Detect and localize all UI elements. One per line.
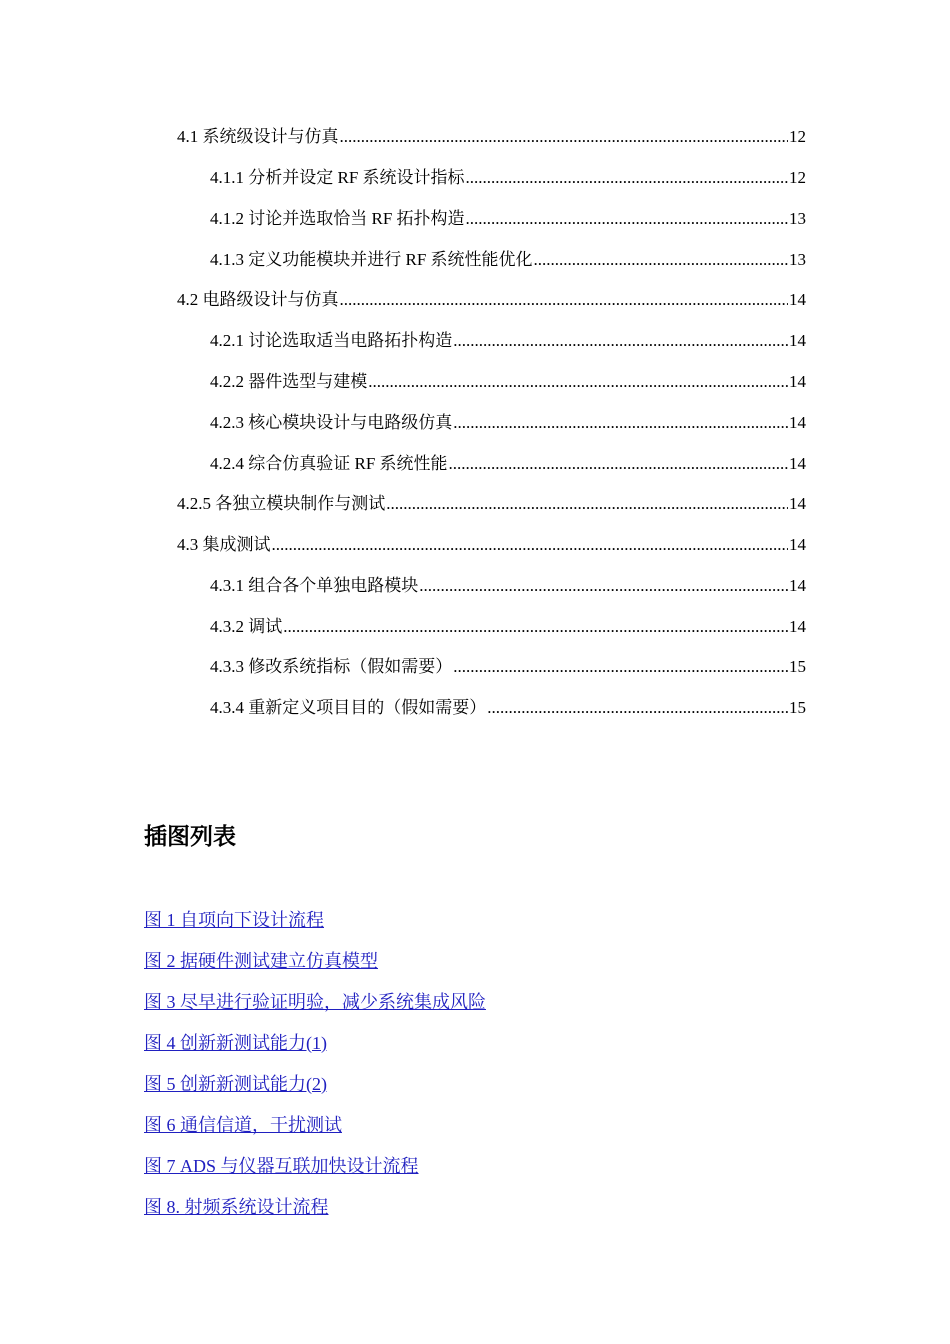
- toc-entry[interactable]: [210, 616, 806, 638]
- toc-page-number: 14: [789, 494, 806, 513]
- toc-page-number: 14: [789, 372, 806, 391]
- toc-entry-title: 4.1.3 定义功能模块并进行 RF 系统性能优化: [210, 250, 533, 269]
- toc-entry-title: 4.2.4 综合仿真验证 RF 系统性能: [210, 454, 448, 473]
- toc-entry-title: 4.1.2 讨论并选取恰当 RF 拓扑构造: [210, 209, 465, 228]
- toc-leader-dots: [487, 697, 788, 719]
- toc-entry[interactable]: [210, 249, 806, 271]
- toc-leader-dots: [453, 330, 788, 352]
- toc-entry-title: 4.2.1 讨论选取适当电路拓扑构造: [210, 331, 453, 350]
- toc-page-number: 14: [789, 413, 806, 432]
- toc-page-number: 15: [789, 698, 806, 717]
- toc-entry-title: 4.3 集成测试: [177, 535, 271, 554]
- figure-link[interactable]: 图 5 创新新测试能力(2): [144, 1074, 327, 1094]
- toc-entry-title: 4.3.3 修改系统指标（假如需要）: [210, 657, 453, 676]
- toc-leader-dots: [283, 616, 788, 638]
- figure-link[interactable]: 图 6 通信信道，干扰测试: [144, 1115, 342, 1135]
- toc-leader-dots: [534, 249, 788, 271]
- toc-entry-title: 4.1 系统级设计与仿真: [177, 127, 339, 146]
- toc-entry[interactable]: [210, 656, 806, 678]
- toc-page-number: 14: [789, 331, 806, 350]
- toc-page-number: 12: [789, 127, 806, 146]
- toc-leader-dots: [368, 371, 788, 393]
- toc-leader-dots: [453, 656, 788, 678]
- toc-page-number: 13: [789, 250, 806, 269]
- toc-page-number: 14: [789, 290, 806, 309]
- figure-link[interactable]: 图 8. 射频系统设计流程: [144, 1197, 329, 1217]
- toc-leader-dots: [340, 289, 789, 311]
- toc-entry-title: 4.2 电路级设计与仿真: [177, 290, 339, 309]
- toc-page-number: 14: [789, 576, 806, 595]
- toc-entry-title: 4.2.2 器件选型与建模: [210, 372, 368, 391]
- toc-entry-title: 4.3.1 组合各个单独电路模块: [210, 576, 419, 595]
- figure-link[interactable]: 图 1 自项向下设计流程: [144, 910, 324, 930]
- toc-entry[interactable]: [177, 126, 806, 148]
- toc-entry-title: 4.2.3 核心模块设计与电路级仿真: [210, 413, 453, 432]
- toc-entry[interactable]: [210, 575, 806, 597]
- toc-leader-dots: [419, 575, 788, 597]
- toc-page-number: 14: [789, 617, 806, 636]
- toc-leader-dots: [272, 534, 789, 556]
- toc-entry-title: 4.2.5 各独立模块制作与测试: [177, 494, 386, 513]
- toc-leader-dots: [386, 493, 788, 515]
- toc-entry[interactable]: [210, 453, 806, 475]
- toc-entry[interactable]: [210, 371, 806, 393]
- toc-page-number: 14: [789, 535, 806, 554]
- figure-link[interactable]: 图 4 创新新测试能力(1): [144, 1033, 327, 1053]
- figure-link[interactable]: 图 3 尽早进行验证明验，减少系统集成风险: [144, 992, 486, 1012]
- toc-leader-dots: [449, 453, 788, 475]
- figures-list-heading: 插图列表: [144, 824, 236, 850]
- toc-entry[interactable]: [177, 493, 806, 515]
- figure-link[interactable]: 图 2 据硬件测试建立仿真模型: [144, 951, 378, 971]
- toc-entry[interactable]: [177, 289, 806, 311]
- toc-entry-title: 4.1.1 分析并设定 RF 系统设计指标: [210, 168, 465, 187]
- toc-leader-dots: [466, 167, 788, 189]
- toc-entry-title: 4.3.2 调试: [210, 617, 283, 636]
- toc-entry-title: 4.3.4 重新定义项目目的（假如需要）: [210, 698, 487, 717]
- toc-entry[interactable]: [210, 412, 806, 434]
- toc-leader-dots: [466, 208, 788, 230]
- toc-entry[interactable]: [210, 330, 806, 352]
- toc-entry[interactable]: [210, 697, 806, 719]
- toc-entry[interactable]: [177, 534, 806, 556]
- toc-page-number: 12: [789, 168, 806, 187]
- toc-page-number: 15: [789, 657, 806, 676]
- toc-leader-dots: [340, 126, 789, 148]
- toc-leader-dots: [453, 412, 788, 434]
- toc-page-number: 14: [789, 454, 806, 473]
- figure-link[interactable]: 图 7 ADS 与仪器互联加快设计流程: [144, 1156, 419, 1176]
- toc-page-number: 13: [789, 209, 806, 228]
- toc-entry[interactable]: [210, 167, 806, 189]
- toc-entry[interactable]: [210, 208, 806, 230]
